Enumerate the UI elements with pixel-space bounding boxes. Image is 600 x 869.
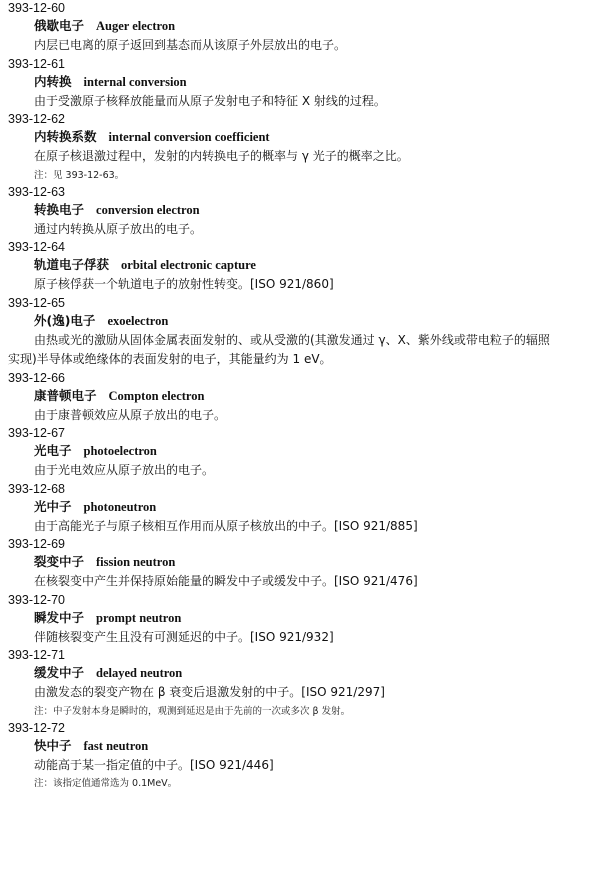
- term-chinese: 康普顿电子: [34, 387, 97, 403]
- term-chinese: 裂变中子: [34, 554, 85, 569]
- term-chinese: 光电子: [34, 443, 72, 458]
- entry-393-12-61: [8, 56, 586, 112]
- term-english: internal conversion: [83, 74, 187, 89]
- entry-number: 393-12-62: [8, 112, 65, 126]
- entry-definition: 动能高于某一指定值的中子。[ISO 921/446]: [34, 757, 274, 772]
- entry-number: 393-12-66: [8, 370, 65, 385]
- entry-term: [8, 255, 586, 275]
- entry-393-12-72: [8, 720, 586, 793]
- entry-393-12-63: [8, 184, 586, 240]
- entry-393-12-65: [8, 295, 586, 370]
- entry-term: [8, 736, 586, 756]
- entry-393-12-69: [8, 536, 586, 592]
- term-chinese: 内转换系数: [34, 129, 97, 144]
- entry-definition: 原子核俘获一个轨道电子的放射性转变。[ISO 921/860]: [34, 277, 334, 291]
- entry-393-12-70: [8, 592, 586, 648]
- entry-393-12-66: [8, 370, 586, 426]
- entry-term: [8, 386, 586, 406]
- term-english: internal conversion coefficient: [108, 130, 270, 144]
- entry-term: [8, 16, 586, 36]
- term-english: delayed neutron: [96, 666, 183, 680]
- term-english: fission neutron: [96, 555, 176, 569]
- entry-393-12-60: [8, 0, 586, 56]
- entry-393-12-67: [8, 425, 586, 481]
- term-english: photoneutron: [83, 499, 157, 514]
- entry-number: 393-12-65: [8, 295, 65, 310]
- entry-definition-continued: 实现)半导体或绝缘体的表面发射的电子，其能量约为 1 eV。: [8, 352, 332, 366]
- entry-term: [8, 441, 586, 461]
- entry-term: [8, 127, 586, 147]
- entry-note: 注：见 393-12-63。: [34, 169, 125, 181]
- entry-number: 393-12-61: [8, 56, 65, 71]
- entry-definition: 由热或光的激励从固体金属表面发射的、或从受激的(其激发通过 γ、X、紫外线或带电粒子的辐照: [34, 332, 550, 347]
- entry-393-12-64: [8, 239, 586, 295]
- term-chinese: 内转换: [34, 73, 72, 89]
- entry-definition: 内层已电离的原子返回到基态而从该原子外层放出的电子。: [34, 38, 347, 52]
- entry-definition: 由于光电效应从原子放出的电子。: [34, 463, 215, 477]
- entry-term: [8, 663, 586, 683]
- entry-term: [8, 311, 586, 331]
- entry-number: 393-12-64: [8, 240, 65, 254]
- entry-393-12-71: [8, 647, 586, 720]
- entry-number: 393-12-67: [8, 426, 65, 440]
- entry-definition: 由于康普顿效应从原子放出的电子。: [34, 407, 227, 422]
- term-chinese: 转换电子: [34, 201, 85, 217]
- term-chinese: 快中子: [34, 737, 72, 753]
- entry-term: [8, 608, 586, 628]
- entry-number: 393-12-63: [8, 184, 65, 199]
- term-chinese: 瞬发中子: [34, 609, 85, 625]
- term-english: conversion electron: [96, 202, 200, 217]
- entry-definition: 在原子核退激过程中，发射的内转换电子的概率与 γ 光子的概率之比。: [34, 149, 409, 163]
- term-english: fast neutron: [83, 738, 149, 753]
- entry-number: 393-12-70: [8, 592, 65, 607]
- entry-term: [8, 200, 586, 220]
- entry-note: 注：中子发射本身是瞬时的，观测到延迟是由于先前的一次或多次 β 发射。: [34, 705, 351, 717]
- term-english: prompt neutron: [96, 610, 182, 625]
- entry-definition: 由于受激原子核释放能量而从原子发射电子和特征 X 射线的过程。: [34, 93, 386, 108]
- term-english: orbital electronic capture: [121, 258, 256, 272]
- entry-definition: 通过内转换从原子放出的电子。: [34, 221, 203, 236]
- entry-definition: 由于高能光子与原子核相互作用而从原子核放出的中子。[ISO 921/885]: [34, 518, 418, 533]
- term-chinese: 外(逸)电子: [34, 312, 96, 328]
- entry-definition: 在核裂变中产生并保持原始能量的瞬发中子或缓发中子。[ISO 921/476]: [34, 574, 418, 588]
- entry-term: [8, 72, 586, 92]
- entry-393-12-68: [8, 481, 586, 537]
- term-english: photoelectron: [83, 444, 157, 458]
- entry-number: 393-12-72: [8, 720, 65, 735]
- entry-definition: 由激发态的裂变产物在 β 衰变后退激发射的中子。[ISO 921/297]: [34, 685, 385, 699]
- term-chinese: 轨道电子俘获: [34, 257, 110, 272]
- entry-number: 393-12-60: [8, 1, 65, 15]
- term-english: exoelectron: [107, 313, 169, 328]
- term-chinese: 俄歇电子: [34, 18, 85, 33]
- entry-definition: 伴随核裂变产生且没有可测延迟的中子。[ISO 921/932]: [34, 629, 334, 644]
- entry-393-12-62: [8, 111, 586, 184]
- entry-number: 393-12-68: [8, 481, 65, 496]
- entry-note: 注：该指定值通常选为 0.1MeV。: [34, 778, 178, 789]
- term-english: Auger electron: [96, 19, 176, 33]
- entry-number: 393-12-69: [8, 537, 65, 551]
- term-chinese: 缓发中子: [34, 665, 85, 680]
- term-chinese: 光中子: [34, 498, 72, 514]
- term-english: Compton electron: [108, 388, 205, 403]
- entry-number: 393-12-71: [8, 648, 65, 662]
- entry-term: [8, 552, 586, 572]
- entry-term: [8, 497, 586, 517]
